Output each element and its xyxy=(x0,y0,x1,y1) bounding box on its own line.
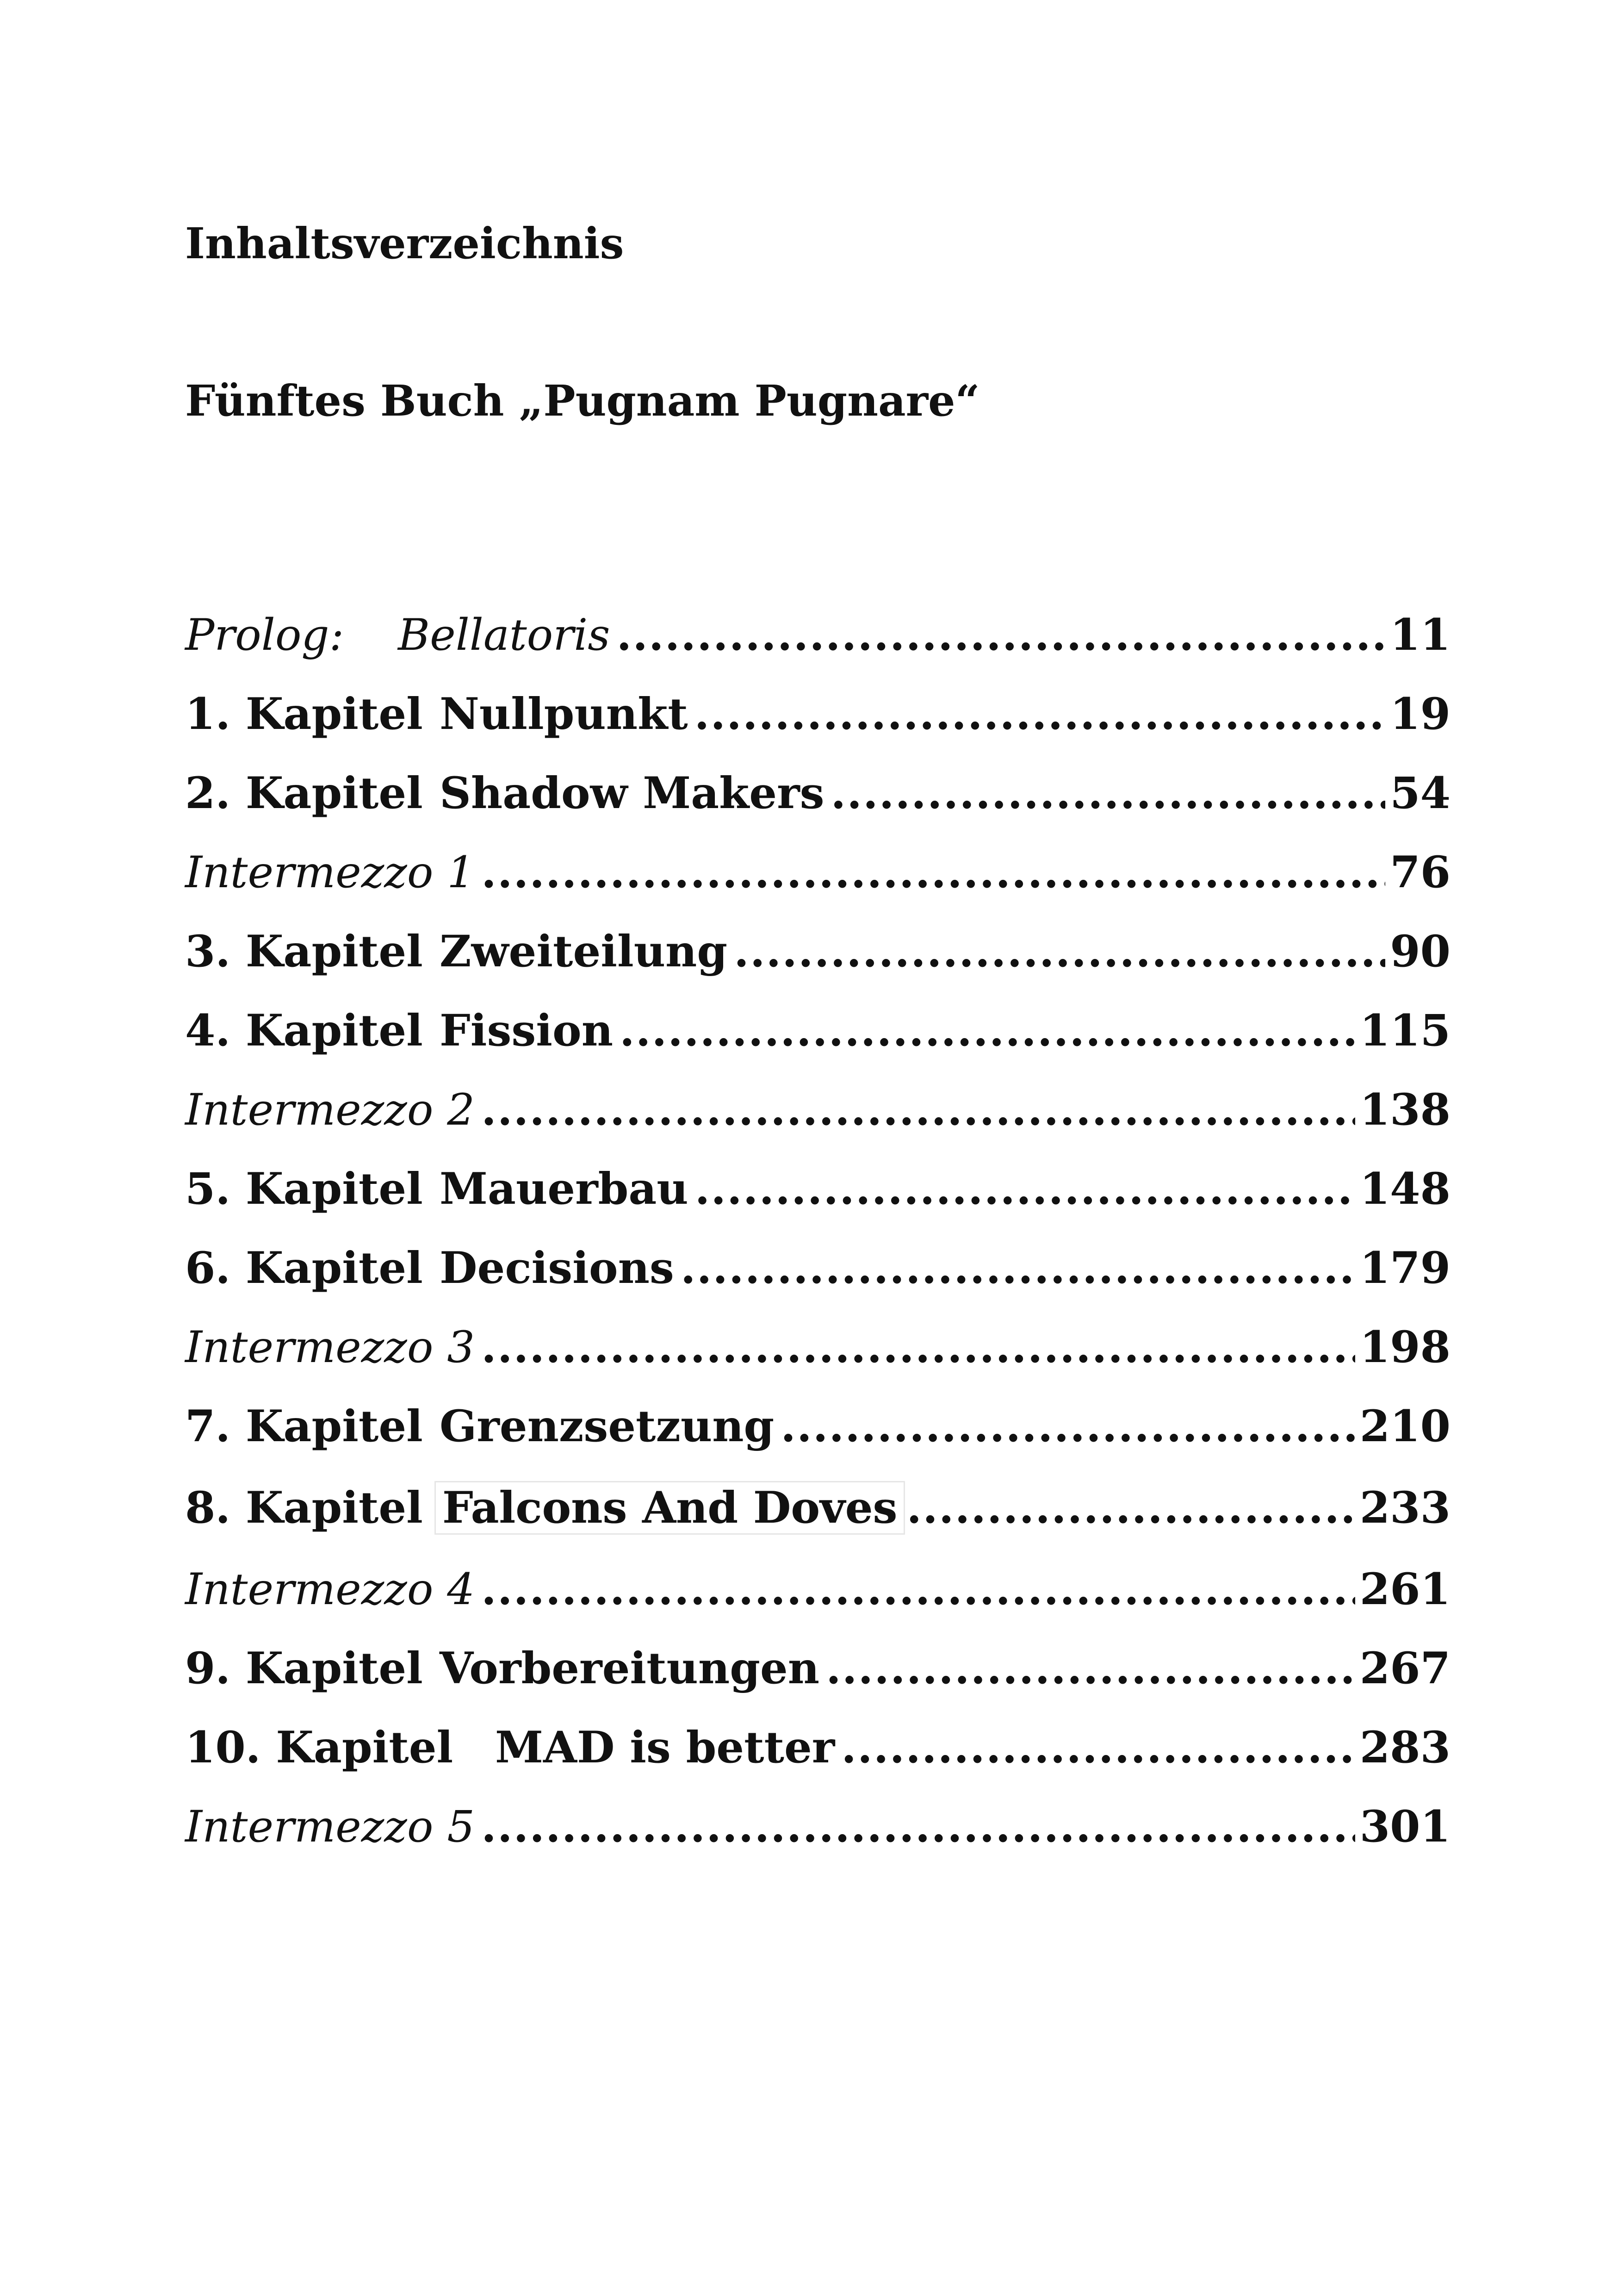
entry-page-number: 115 xyxy=(1359,1005,1451,1056)
entry-page-number: 11 xyxy=(1390,610,1451,660)
dot-leader xyxy=(616,613,1385,657)
toc-entry-intermezzo-3 xyxy=(185,1322,1451,1405)
entry-label: 10. Kapitel xyxy=(185,1722,453,1773)
entry-label: 9. Kapitel xyxy=(185,1643,423,1694)
entry-title: Mauerbau xyxy=(440,1164,688,1214)
dot-leader xyxy=(831,772,1386,815)
toc-heading: Inhaltsverzeichnis xyxy=(185,218,624,268)
entry-page-number: 198 xyxy=(1359,1322,1451,1373)
entry-label: Intermezzo 5 xyxy=(185,1802,475,1852)
entry-label: Intermezzo 4 xyxy=(185,1564,475,1615)
toc-entry-prolog xyxy=(185,610,1451,692)
entry-label: 8. Kapitel xyxy=(185,1482,423,1533)
entry-page-number: 19 xyxy=(1390,689,1451,740)
toc-entry-intermezzo-2 xyxy=(185,1084,1451,1167)
entry-title: Shadow Makers xyxy=(440,768,824,819)
toc-entry-kapitel-3 xyxy=(185,926,1451,1009)
entry-label: Intermezzo 2 xyxy=(185,1085,475,1135)
entry-title: Falcons And Doves xyxy=(440,1486,900,1530)
entry-label: 4. Kapitel xyxy=(185,1005,423,1056)
dot-leader xyxy=(694,692,1386,736)
toc-entry-kapitel-1 xyxy=(185,689,1451,772)
dot-leader xyxy=(906,1486,1355,1530)
dot-leader xyxy=(620,1009,1355,1052)
entry-label: 1. Kapitel xyxy=(185,689,423,740)
dot-leader xyxy=(681,1246,1355,1290)
toc-entry-kapitel-2 xyxy=(185,768,1451,851)
entry-title: Vorbereitungen xyxy=(440,1643,820,1694)
entry-label: 2. Kapitel xyxy=(185,768,423,819)
dot-leader xyxy=(841,1726,1355,1769)
entry-title: Grenzsetzung xyxy=(440,1401,775,1452)
entry-page-number: 210 xyxy=(1359,1401,1451,1452)
toc-entry-kapitel-7 xyxy=(185,1401,1451,1486)
entry-label: Prolog: xyxy=(185,610,344,660)
entry-page-number: 90 xyxy=(1390,926,1451,977)
dot-leader xyxy=(481,1805,1355,1848)
toc-entry-kapitel-5 xyxy=(185,1164,1451,1246)
entry-title: Nullpunkt xyxy=(440,689,688,740)
toc-entry-kapitel-9 xyxy=(185,1643,1451,1726)
entry-title: Decisions xyxy=(440,1243,674,1294)
entry-page-number: 261 xyxy=(1359,1564,1451,1615)
entry-label: 3. Kapitel xyxy=(185,926,423,977)
entry-page-number: 179 xyxy=(1359,1243,1451,1294)
toc-entry-kapitel-4 xyxy=(185,1005,1451,1088)
dot-leader xyxy=(734,930,1385,973)
dot-leader xyxy=(481,1568,1355,1611)
entry-label: Intermezzo 3 xyxy=(185,1322,475,1373)
entry-page-number: 138 xyxy=(1359,1084,1451,1135)
entry-page-number: 283 xyxy=(1359,1722,1451,1773)
entry-title: MAD is better xyxy=(495,1722,835,1773)
toc-entry-intermezzo-4 xyxy=(185,1564,1451,1647)
entry-label: 7. Kapitel xyxy=(185,1401,423,1452)
toc-entry-kapitel-8 xyxy=(185,1482,1451,1568)
entry-label: 5. Kapitel xyxy=(185,1164,423,1214)
dot-leader xyxy=(481,1088,1355,1132)
toc-entry-intermezzo-5 xyxy=(185,1801,1451,1884)
entry-page-number: 148 xyxy=(1359,1164,1451,1214)
entry-page-number: 267 xyxy=(1359,1643,1451,1694)
entry-label: Intermezzo 1 xyxy=(185,847,475,898)
entry-page-number: 233 xyxy=(1359,1482,1451,1533)
entry-title: Bellatoris xyxy=(398,610,610,660)
entry-page-number: 54 xyxy=(1390,768,1451,819)
toc-entry-kapitel-6 xyxy=(185,1243,1451,1325)
book-title: Fünftes Buch „Pugnam Pugnare“ xyxy=(185,376,980,426)
table-of-contents xyxy=(185,610,1451,1884)
entry-title: Zweiteilung xyxy=(440,926,728,977)
dot-leader xyxy=(781,1405,1355,1448)
entry-page-number: 76 xyxy=(1390,847,1451,898)
toc-entry-kapitel-10 xyxy=(185,1722,1451,1805)
dot-leader xyxy=(695,1167,1355,1211)
dot-leader xyxy=(481,1325,1355,1369)
dot-leader xyxy=(481,851,1385,894)
entry-page-number: 301 xyxy=(1359,1801,1451,1852)
entry-title: Fission xyxy=(440,1005,614,1056)
toc-entry-intermezzo-1 xyxy=(185,847,1451,930)
dot-leader xyxy=(826,1647,1355,1690)
entry-label: 6. Kapitel xyxy=(185,1243,423,1294)
